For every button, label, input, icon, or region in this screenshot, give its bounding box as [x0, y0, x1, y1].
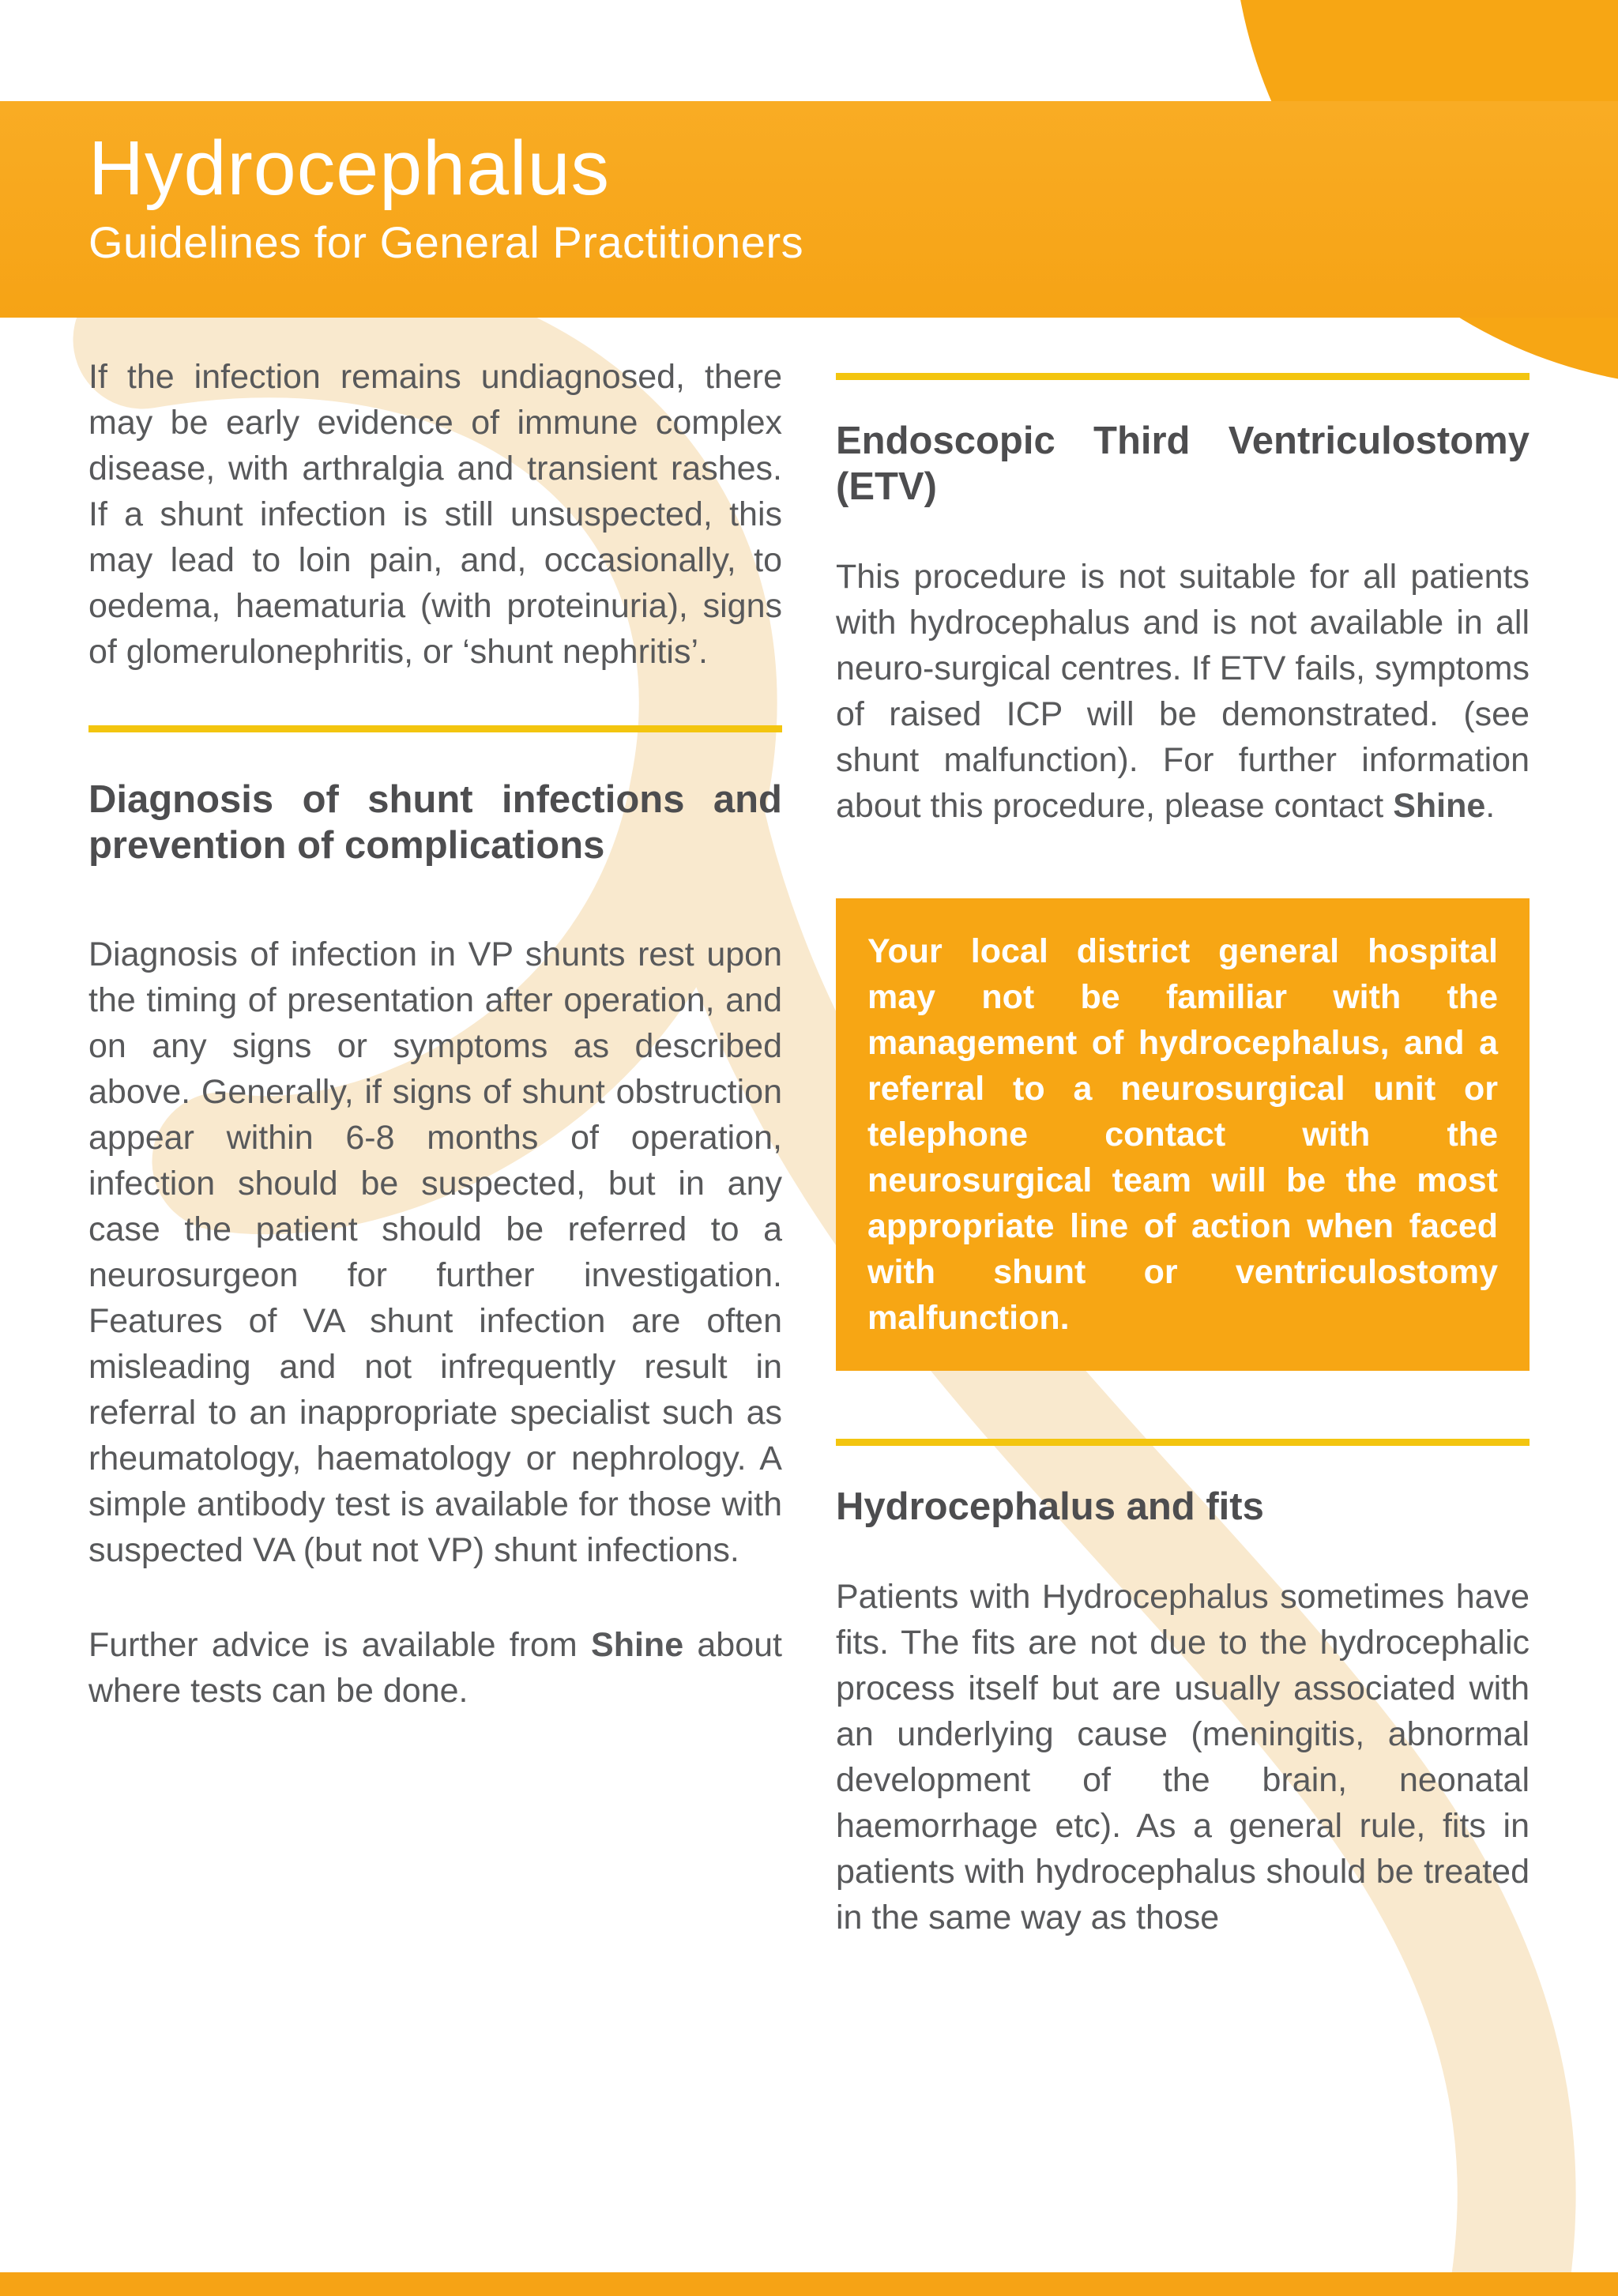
etv-text-suffix: . [1485, 787, 1496, 825]
etv-text-prefix: This procedure is not suitable for all patients with hydrocephalus and is not available in all neuro-surgical centres. If ETV fails, symptoms of raised ICP will be demonstrated. (see shunt malfunction). For further information about this procedure, please contact [836, 558, 1530, 825]
etv-paragraph [836, 554, 1530, 829]
footer-strip [0, 2272, 1618, 2296]
page-title: Hydrocephalus [88, 125, 611, 211]
intro-paragraph: If the infection remains undiagnosed, there may be early evidence of immune complex disease, with arthralgia and transient rashes. If a shunt infection is still unsuspected, this may lead to loin pain, and, occasionally, to oedema, haematuria (with proteinuria), signs of glomerulonephritis, or ‘shunt nephritis’. [88, 358, 782, 671]
further-advice-paragraph [88, 1622, 782, 1714]
right-column [836, 354, 1530, 1940]
hospital-referral-callout-box [836, 898, 1530, 1371]
left-column [88, 354, 782, 1714]
heading-hydrocephalus-and-fits: Hydrocephalus and fits [836, 1485, 1264, 1528]
callout-text: Your local district general hospital may not be familiar with the management of hydrocephalus, and a referral to a neurosurgical unit or telephone contact with the neurosurgical team will be the most appropriate line of action when faced with shunt or ventriculostomy malfunction. [867, 932, 1498, 1337]
page-subtitle: Guidelines for General Practitioners [88, 216, 804, 267]
further-advice-text-prefix: Further advice is available from [88, 1626, 592, 1664]
heading-diagnosis-shunt-infections: Diagnosis of shunt infections and prevention of complications [88, 778, 782, 867]
fits-section-divider [836, 1439, 1530, 1446]
shine-brand-mention: Shine [1393, 787, 1486, 825]
shine-brand-mention: Shine [591, 1626, 684, 1664]
heading-etv: Endoscopic Third Ventriculostomy (ETV) [836, 420, 1530, 508]
etv-section-divider [836, 373, 1530, 380]
fits-paragraph: Patients with Hydrocephalus sometimes have fits. The fits are not due to the hydrocephalic process itself but are usually associated with an underlying cause (meningitis, abnormal development of the brain, neonatal haemorrhage etc). As a general rule, fits in patients with hydrocephalus should be treated in the same way as those [836, 1578, 1530, 1937]
diagnosis-paragraph: Diagnosis of infection in VP shunts rest upon the timing of presentation after operation, and on any signs or symptoms as described above. Generally, if signs of shunt obstruction appear within 6-8 months of operation, infection should be suspected, but in any case the patient should be referred to a neurosurgeon for further investigation. Features of VA shunt infection are often misleading and not infrequently result in referral to an inappropriate specialist such as rheumatology, haematology or nephrology. A simple antibody test is available for those with suspected VA (but not VP) shunt infections. [88, 935, 782, 1569]
further-advice-text-suffix: about where tests can be done. [88, 1626, 782, 1710]
left-section-divider [88, 725, 782, 732]
header-banner [0, 101, 1618, 318]
